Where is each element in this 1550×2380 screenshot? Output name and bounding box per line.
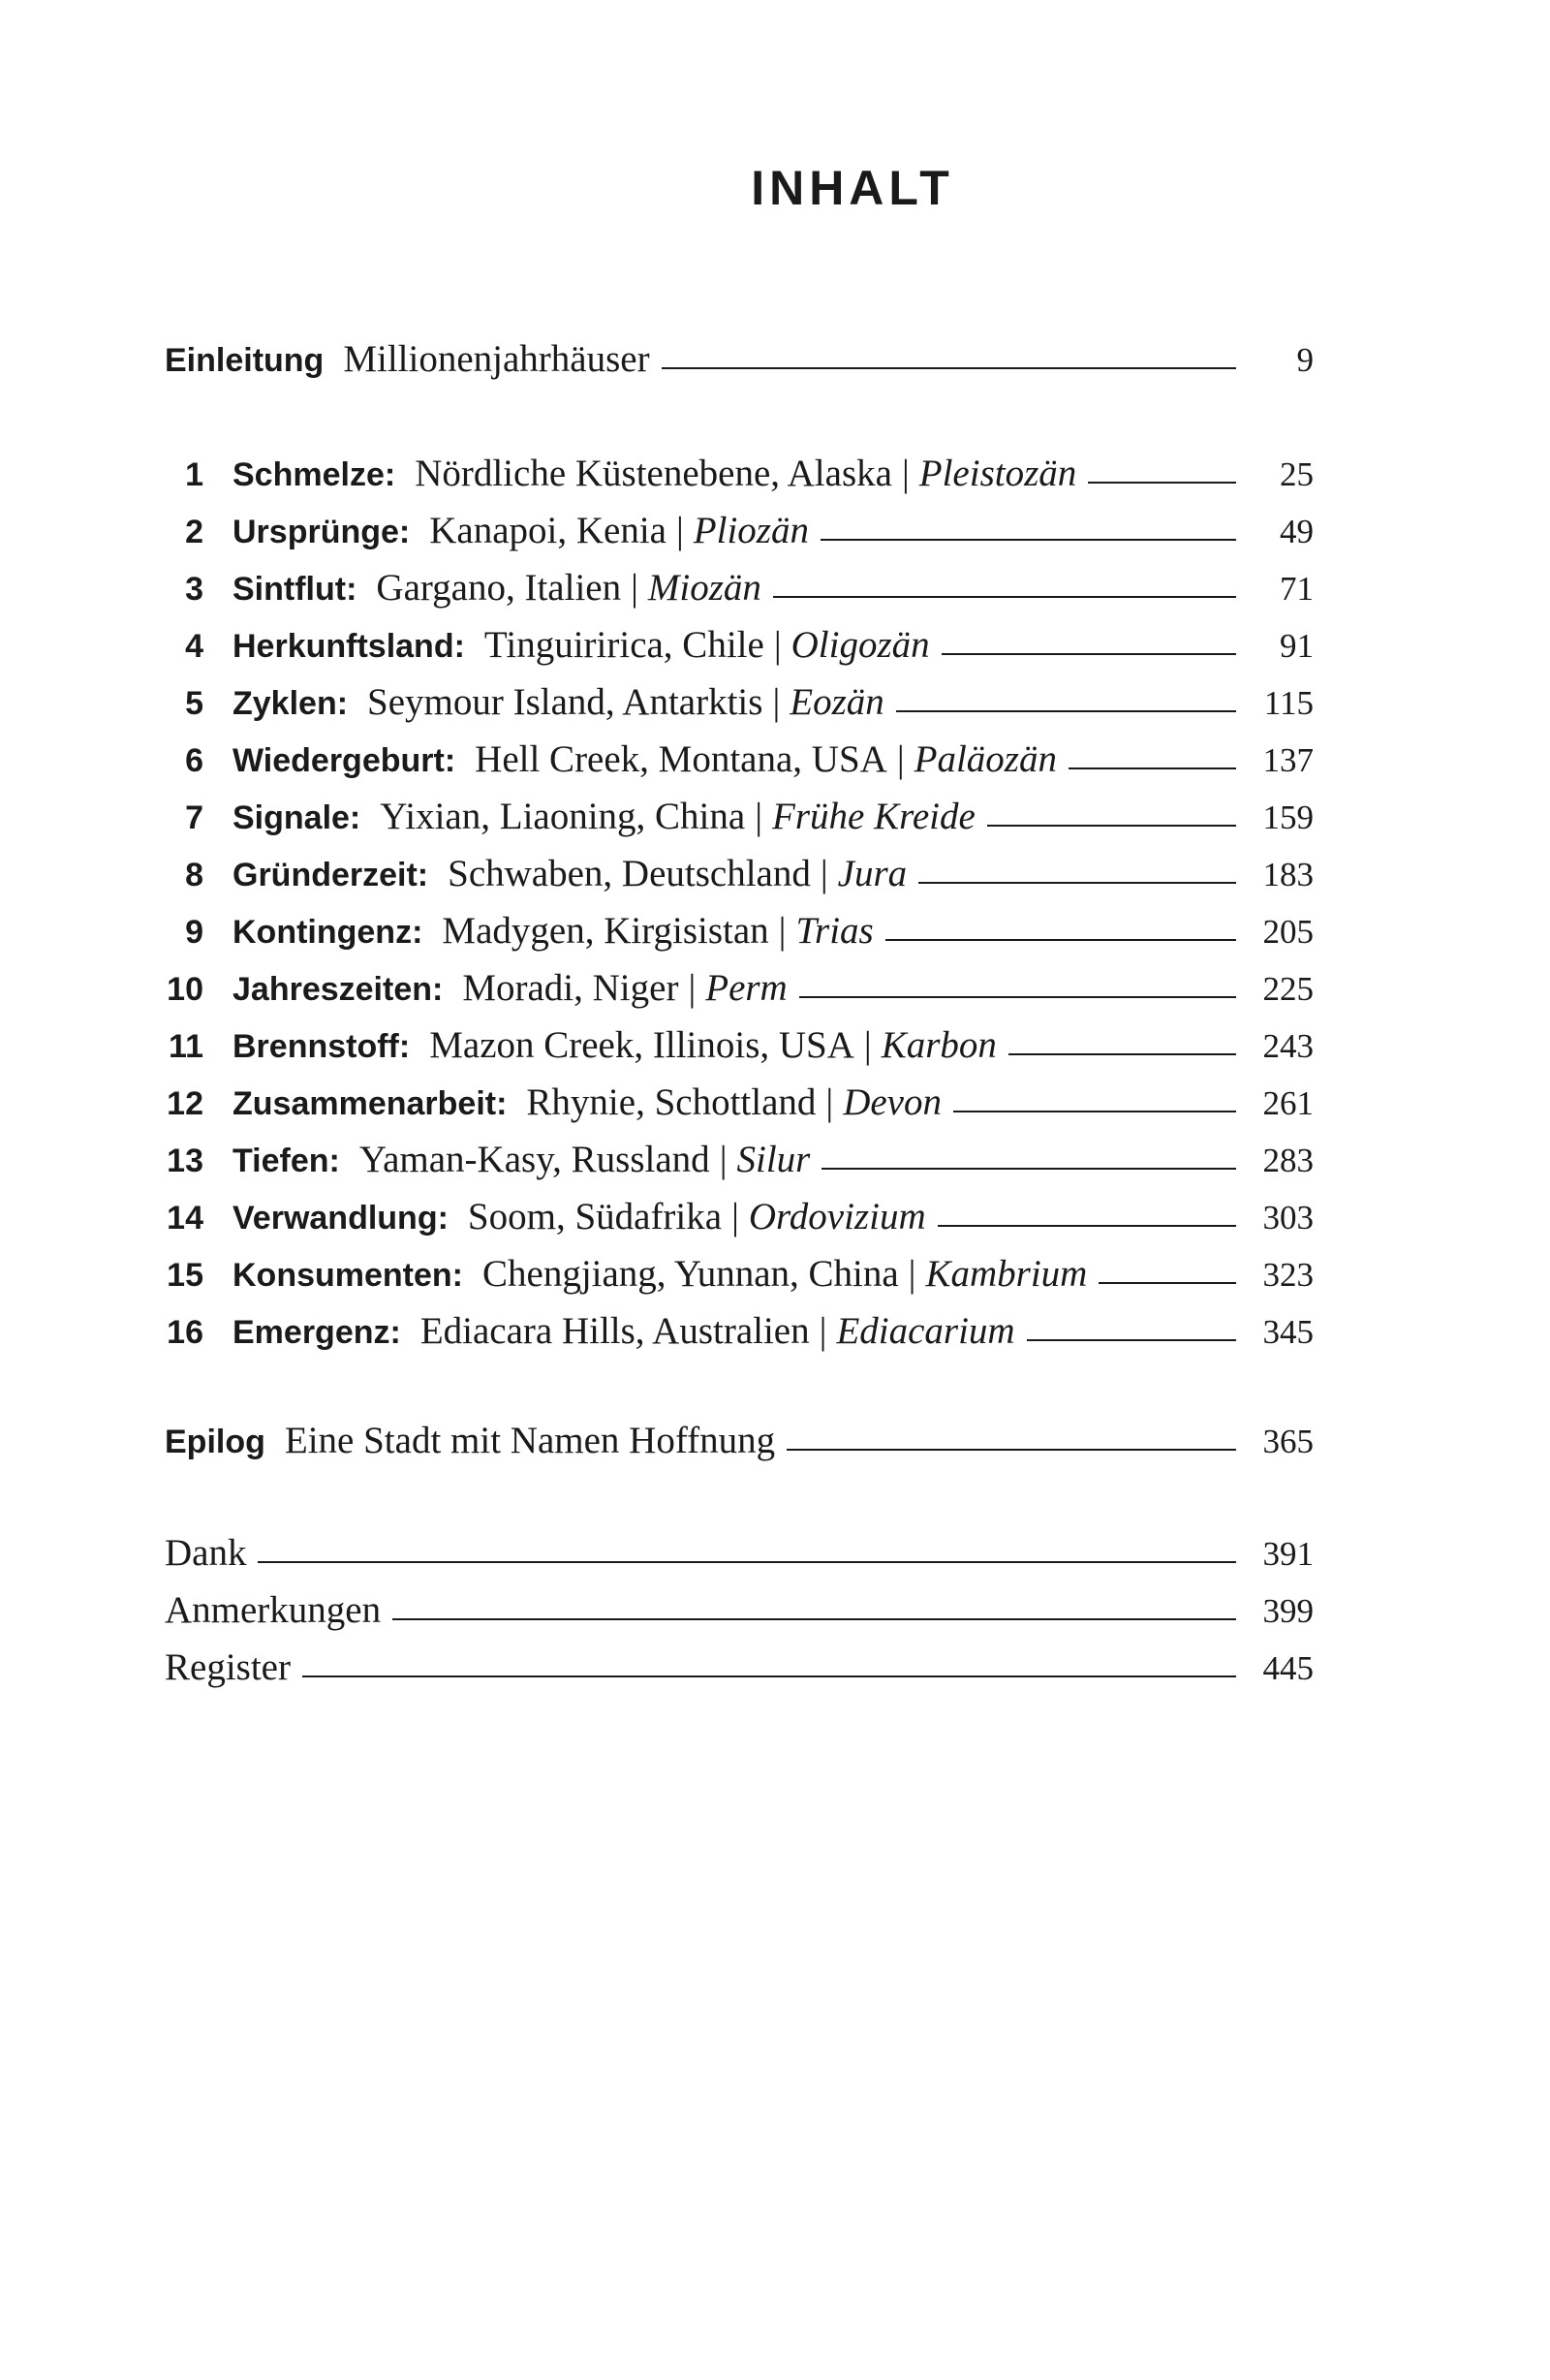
chapter-page: 137 <box>1262 741 1314 779</box>
chapter-number: 14 <box>167 1200 203 1237</box>
dot-leader <box>1027 1339 1236 1341</box>
chapter-page: 205 <box>1262 913 1314 951</box>
chapter-page: 261 <box>1262 1084 1314 1122</box>
separator: | <box>820 853 828 894</box>
chapter-label: Wiedergeburt: <box>232 742 456 779</box>
chapter-place: Rhynie, Schottland <box>526 1081 817 1123</box>
toc-entry-chapter[interactable] <box>165 1309 1314 1367</box>
chapter-label: Signale: <box>232 799 361 836</box>
back-matter-page: 399 <box>1262 1592 1314 1630</box>
chapter-era: Devon <box>843 1081 942 1123</box>
dot-leader <box>942 653 1236 655</box>
dot-leader <box>1069 767 1236 769</box>
chapter-page: 303 <box>1262 1199 1314 1237</box>
intro-label: Einleitung <box>165 342 325 379</box>
toc-entry-intro[interactable] <box>165 337 1314 395</box>
chapter-era: Silur <box>736 1139 811 1180</box>
separator: | <box>773 624 782 666</box>
toc-entry-chapter[interactable] <box>165 623 1314 681</box>
chapter-label: Herkunftsland: <box>232 628 465 665</box>
epilog-page: 365 <box>1262 1423 1314 1460</box>
chapter-label: Gründerzeit: <box>232 857 429 893</box>
chapter-page: 71 <box>1280 570 1314 608</box>
chapter-page: 243 <box>1262 1027 1314 1065</box>
separator: | <box>731 1196 739 1237</box>
toc-entry-chapter[interactable] <box>165 1138 1314 1196</box>
chapter-label: Zyklen: <box>232 685 349 722</box>
chapter-place: Seymour Island, Antarktis <box>367 681 763 723</box>
chapter-era: Karbon <box>881 1024 997 1066</box>
chapter-place: Schwaben, Deutschland <box>448 853 811 894</box>
chapter-era: Miozän <box>647 567 761 609</box>
chapter-era: Eozän <box>790 681 884 723</box>
chapter-number: 12 <box>167 1085 203 1122</box>
dot-leader <box>799 996 1236 998</box>
chapter-number: 11 <box>169 1028 203 1065</box>
separator: | <box>688 967 697 1009</box>
chapter-era: Trias <box>795 910 874 952</box>
dot-leader <box>821 539 1236 541</box>
separator: | <box>755 796 763 837</box>
dot-leader <box>1008 1053 1236 1055</box>
chapter-label: Verwandlung: <box>232 1200 449 1237</box>
epilog-label: Epilog <box>165 1424 265 1460</box>
chapter-label: Schmelze: <box>232 456 396 493</box>
chapter-number: 16 <box>167 1314 203 1351</box>
chapter-place: Yaman-Kasy, Russland <box>358 1139 710 1180</box>
back-matter-page: 391 <box>1262 1535 1314 1573</box>
chapter-label: Ursprünge: <box>232 514 411 550</box>
chapter-label: Tiefen: <box>232 1143 340 1179</box>
separator: | <box>819 1310 827 1352</box>
dot-leader <box>258 1561 1236 1563</box>
chapter-number: 10 <box>167 971 203 1008</box>
chapter-number: 3 <box>185 571 203 608</box>
toc-entry-chapter[interactable] <box>165 909 1314 967</box>
dot-leader <box>662 367 1236 369</box>
chapter-place: Madygen, Kirgisistan <box>442 910 769 952</box>
separator: | <box>772 681 781 723</box>
dot-leader <box>787 1449 1236 1451</box>
intro-title: Millionenjahrhäuser <box>343 338 650 380</box>
chapter-number: 7 <box>185 799 203 836</box>
toc-entry-chapter[interactable] <box>165 566 1314 624</box>
dot-leader <box>896 710 1236 712</box>
chapter-place: Tinguiririca, Chile <box>483 624 764 666</box>
toc-entry-chapter[interactable] <box>165 1023 1314 1081</box>
chapter-era: Paläozän <box>914 738 1057 780</box>
toc-entry-chapter[interactable] <box>165 452 1314 510</box>
separator: | <box>778 910 787 952</box>
separator: | <box>631 567 638 609</box>
page-title: INHALT <box>751 161 954 215</box>
chapter-place: Hell Creek, Montana, USA <box>475 738 887 780</box>
dot-leader <box>773 596 1236 598</box>
chapter-era: Perm <box>705 967 788 1009</box>
chapter-page: 225 <box>1262 970 1314 1008</box>
chapter-label: Sintflut: <box>232 571 357 608</box>
chapter-number: 1 <box>185 456 203 493</box>
chapter-era: Kambrium <box>925 1253 1088 1295</box>
chapter-page: 91 <box>1280 627 1314 665</box>
intro-page: 9 <box>1296 341 1314 379</box>
chapter-era: Frühe Kreide <box>772 796 976 837</box>
toc-entry-chapter[interactable] <box>165 1080 1314 1139</box>
chapter-number: 6 <box>185 742 203 779</box>
chapter-page: 25 <box>1280 455 1314 493</box>
chapter-place: Ediacara Hills, Australien <box>419 1310 810 1352</box>
chapter-label: Konsumenten: <box>232 1257 463 1294</box>
back-matter-title: Register <box>165 1646 291 1688</box>
back-matter-title: Anmerkungen <box>165 1589 382 1631</box>
dot-leader <box>953 1111 1236 1112</box>
dot-leader <box>1099 1282 1236 1284</box>
toc-entry-chapter[interactable] <box>165 1195 1314 1253</box>
toc-entry-back-matter[interactable] <box>165 1531 1314 1589</box>
chapter-era: Pliozän <box>693 510 809 551</box>
chapter-place: Soom, Südafrika <box>467 1196 723 1237</box>
dot-leader <box>987 825 1236 827</box>
chapter-place: Nördliche Küstenebene, Alaska <box>415 453 892 494</box>
chapter-place: Chengjiang, Yunnan, China <box>482 1253 899 1295</box>
chapter-era: Ediacarium <box>836 1310 1015 1352</box>
dot-leader <box>392 1618 1236 1620</box>
chapter-page: 183 <box>1262 856 1314 893</box>
chapter-place: Mazon Creek, Illinois, USA <box>429 1024 854 1066</box>
toc-entry-chapter[interactable] <box>165 966 1314 1024</box>
chapter-number: 9 <box>185 914 203 951</box>
chapter-label: Emergenz: <box>232 1314 401 1351</box>
separator: | <box>908 1253 916 1295</box>
chapter-number: 2 <box>185 514 203 550</box>
dot-leader <box>938 1225 1236 1227</box>
separator: | <box>675 510 684 551</box>
chapter-number: 4 <box>185 628 203 665</box>
chapter-label: Zusammenarbeit: <box>232 1085 508 1122</box>
toc-entry-chapter[interactable] <box>165 737 1314 796</box>
chapter-page: 49 <box>1280 513 1314 550</box>
chapter-label: Kontingenz: <box>232 914 423 951</box>
chapter-place: Gargano, Italien <box>376 567 622 609</box>
chapter-number: 15 <box>167 1257 203 1294</box>
chapter-page: 159 <box>1262 799 1314 836</box>
toc-entry-back-matter[interactable] <box>165 1588 1314 1646</box>
chapter-number: 13 <box>167 1143 203 1179</box>
dot-leader <box>885 939 1236 941</box>
back-matter-page: 445 <box>1262 1649 1314 1687</box>
separator: | <box>896 738 905 780</box>
toc-entry-chapter[interactable] <box>165 852 1314 910</box>
toc-entry-chapter[interactable] <box>165 795 1314 853</box>
back-matter-title: Dank <box>165 1532 247 1574</box>
chapter-label: Jahreszeiten: <box>232 971 444 1008</box>
chapter-era: Ordovizium <box>748 1196 926 1237</box>
separator: | <box>901 453 910 494</box>
chapter-era: Jura <box>837 853 908 894</box>
chapter-number: 8 <box>185 857 203 893</box>
toc-entry-chapter[interactable] <box>165 509 1314 567</box>
chapter-place: Moradi, Niger <box>462 967 679 1009</box>
chapter-page: 115 <box>1263 684 1314 722</box>
toc-entry-chapter[interactable] <box>165 1252 1314 1310</box>
toc-entry-epilog[interactable] <box>165 1419 1314 1477</box>
epilog-title: Eine Stadt mit Namen Hoffnung <box>284 1420 776 1461</box>
toc-entry-chapter[interactable] <box>165 680 1314 738</box>
dot-leader <box>302 1675 1236 1677</box>
chapter-page: 323 <box>1262 1256 1314 1294</box>
separator: | <box>719 1139 728 1180</box>
dot-leader <box>822 1168 1236 1170</box>
chapter-number: 5 <box>185 685 203 722</box>
toc-entry-back-matter[interactable] <box>165 1645 1314 1704</box>
chapter-era: Pleistozän <box>918 453 1077 494</box>
separator: | <box>863 1024 872 1066</box>
chapter-page: 345 <box>1262 1313 1314 1351</box>
dot-leader <box>918 882 1236 884</box>
chapter-label: Brennstoff: <box>232 1028 411 1065</box>
chapter-page: 283 <box>1262 1142 1314 1179</box>
dot-leader <box>1088 482 1236 484</box>
chapter-place: Kanapoi, Kenia <box>429 510 666 551</box>
separator: | <box>825 1081 834 1123</box>
chapter-era: Oligozän <box>790 624 930 666</box>
chapter-place: Yixian, Liaoning, China <box>380 796 746 837</box>
